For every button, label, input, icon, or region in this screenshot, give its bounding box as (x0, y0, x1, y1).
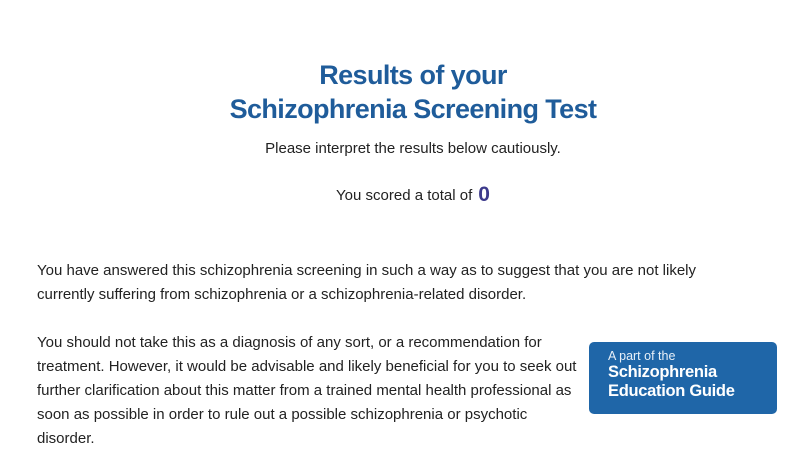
page-title-line-2: Schizophrenia Screening Test (229, 94, 597, 124)
result-paragraph-2: You should not take this as a diagnosis of any sort, or a recommendation for treatment. However, it would be advisable and likely beneficial for you to seek out further clarification about this matter from a trained mental health professional as soon as possible in order to rule out a possible schizophrenia or psychotic disorder. (37, 334, 577, 447)
education-guide-badge[interactable] (589, 342, 777, 414)
page-title (0, 58, 792, 126)
badge-small-text: A part of the (608, 349, 676, 363)
score-label: You scored a total of (336, 187, 473, 204)
badge-title-line-2: Education Guide (608, 382, 735, 400)
score-row (0, 182, 792, 209)
result-paragraph-1: You have answered this schizophrenia screening in such a way as to suggest that you are not likely currently suffering from schizophrenia or a schizophrenia-related disorder. (37, 262, 697, 303)
page-title-line-1: Results of your (319, 60, 507, 90)
page-subtitle: Please interpret the results below cautiously. (265, 140, 561, 157)
score-value: 0 (478, 183, 490, 206)
badge-title-line-1: Schizophrenia (608, 363, 717, 381)
